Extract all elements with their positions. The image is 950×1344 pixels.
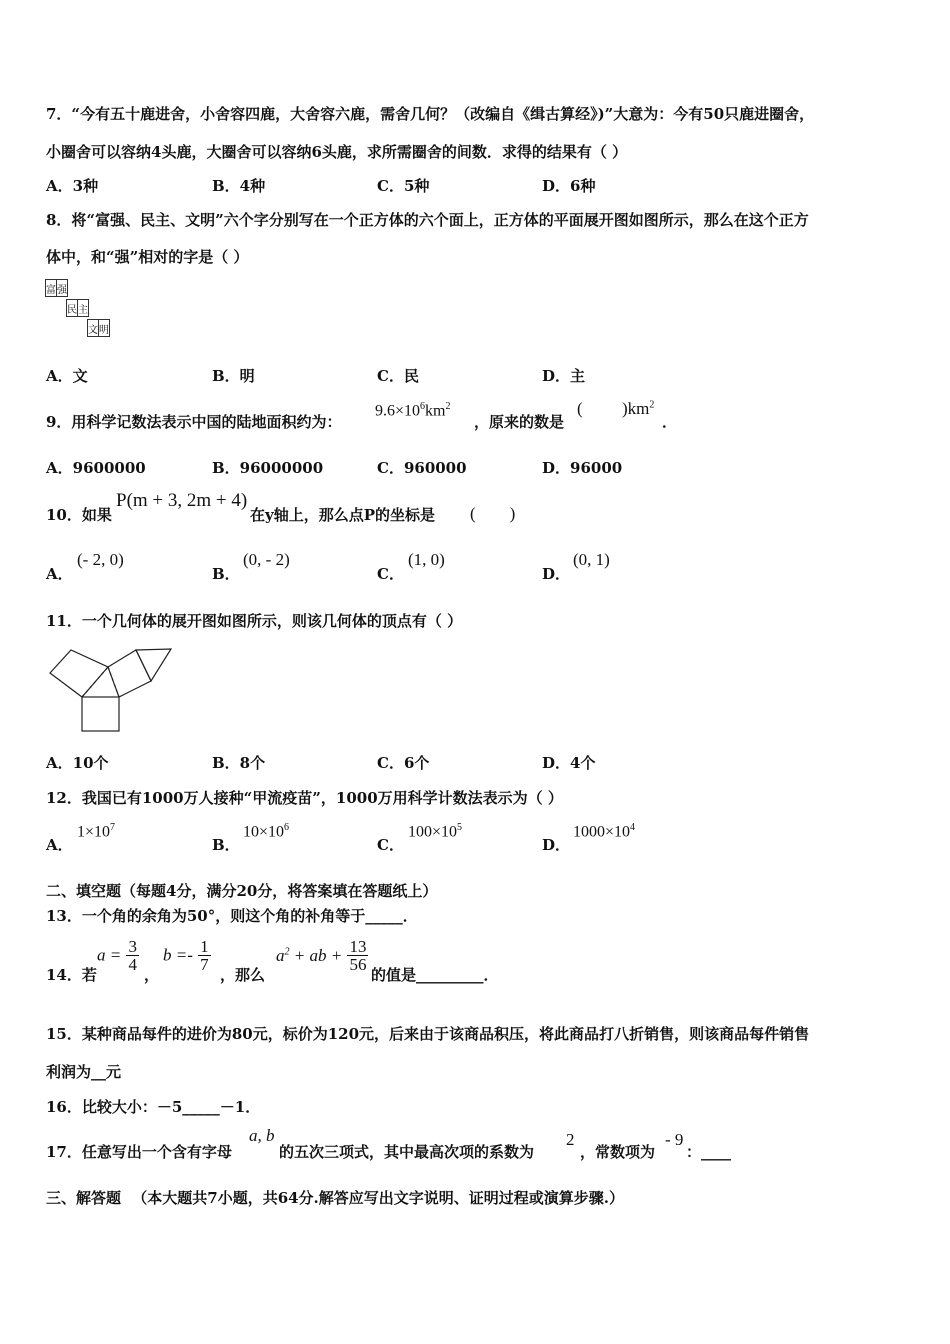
q12-label-b: B． (212, 836, 240, 854)
q12-label-d: D． (542, 836, 571, 854)
q10-option-b: (0, - 2) (243, 550, 290, 569)
q7-option-c: C．5种 (377, 177, 430, 195)
q10-option-c: (1, 0) (408, 550, 445, 569)
q12-option-a: $1\times 10^7$ (77, 822, 116, 841)
q10-paren: ( ) (470, 504, 516, 523)
q14-b-value: b =- $\frac{1}{7}$ (163, 937, 209, 974)
q12-line1: 12．我国已有1000万人接种“甲流疫苗”，1000万用科学计数法表示为（ ） (46, 789, 563, 807)
q14-comma: ， (144, 966, 160, 984)
q9-option-d: D．96000 (542, 459, 623, 477)
q9-area-expression: $9.6\times 10^6km^2$ (375, 401, 451, 420)
q9-text-a: 9．用科学记数法表示中国的陆地面积约为： (46, 413, 342, 431)
q7-option-d: D．6种 (542, 177, 596, 195)
q17-coef: 2 (566, 1130, 575, 1149)
q10-label-b: B． (212, 565, 240, 583)
q11-option-a: A．10个 (46, 754, 109, 772)
q15-line2: 利润为__元 (46, 1063, 122, 1081)
q10-option-d: (0, 1) (573, 550, 610, 569)
q17-text-b: 的五次三项式，其中最高次项的系数为 (279, 1143, 535, 1161)
q12-option-b: $10\times 10^6$ (243, 822, 290, 841)
q15-line1: 15．某种商品每件的进价为80元，标价为120元，后来由于该商品积压，将此商品打八折销售，则该商品每件销售 (46, 1025, 810, 1043)
q7-line1: 7．“今有五十鹿进舍，小舍容四鹿，大舍容六鹿，需舍几何？（改编自《缉古算经》)”大意为：今有50只鹿进圈舍， (46, 105, 815, 123)
q10-text-a: 10．如果 (46, 506, 112, 524)
q8-option-b: B．明 (212, 367, 255, 385)
q12-option-d: $1000\times 10^4$ (573, 822, 636, 841)
section3-heading (46, 1187, 624, 1208)
q9-text-b: ，原来的数是 (474, 413, 565, 431)
q7-option-b: B．4种 (212, 177, 266, 195)
q12-option-c: $100\times 10^5$ (408, 822, 463, 841)
q11-option-b: B．8个 (212, 754, 266, 772)
q16-line: 16．比较大小：－5_____－1． (46, 1098, 261, 1116)
net-face-wen: 文 (88, 320, 99, 337)
q12-label-a: A． (46, 836, 73, 854)
q9-option-a: A．9600000 (46, 459, 146, 477)
section3-title: 三、解答题 (46, 1189, 122, 1207)
q7-option-a: A．3种 (46, 177, 99, 195)
q7-line2: 小圈舍可以容纳4头鹿，大圈舍可以容纳6头鹿，求所需圈舍的间数．求得的结果有（ ） (46, 143, 628, 161)
q9-text-c: ． (662, 413, 678, 431)
q14-text-c: 的值是_________． (371, 966, 499, 984)
q10-label-d: D． (542, 565, 571, 583)
q9-paren-right-unit: )$km^2$ (622, 399, 655, 418)
q9-paren-left: ( (577, 399, 583, 418)
net-face-min: 民 (67, 300, 78, 317)
q8-option-a: A．文 (46, 367, 88, 385)
q14-text-b: ，那么 (220, 966, 266, 984)
net-face-ming: 明 (99, 320, 110, 337)
q10-option-a: (- 2, 0) (77, 550, 124, 569)
q9-line (46, 411, 341, 432)
q10-point-p: P(m + 3, 2m + 4) (116, 490, 248, 511)
q10-text-b: 在y轴上，那么点P的坐标是 (250, 506, 435, 524)
section3-note: （本大题共7小题，共64分.解答应写出文字说明、证明过程或演算步骤.） (132, 1189, 625, 1207)
section2-heading: 二、填空题（每题4分，满分20分，将答案填在答题纸上） (46, 882, 438, 900)
net-face-fu: 富 (46, 280, 57, 297)
q13-line: 13．一个角的余角为50°，则这个角的补角等于_____． (46, 907, 418, 925)
q8-option-d: D．主 (542, 367, 586, 385)
q8-line1: 8．将“富强、民主、文明”六个字分别写在一个正方体的六个面上，正方体的平面展开图如图所示，那么在这个正方 (46, 211, 809, 229)
q10-label-a: A． (46, 565, 73, 583)
q9-option-b: B．96000000 (212, 459, 324, 477)
q17-text-d: ：____ (686, 1143, 732, 1161)
prism-net-figure (45, 645, 177, 735)
q12-label-c: C． (377, 836, 404, 854)
q17-const: - 9 (665, 1130, 684, 1149)
q14-text-a: 14．若 (46, 966, 97, 984)
q8-option-c: C．民 (377, 367, 419, 385)
q17-text-c: ，常数项为 (580, 1143, 656, 1161)
q11-line1: 11．一个几何体的展开图如图所示，则该几何体的顶点有（ ） (46, 612, 463, 630)
q14-expression: $a^2$ + ab + $\frac{13}{56}$ (276, 937, 367, 974)
q17-vars: a, b (249, 1126, 275, 1145)
q10-label-c: C． (377, 565, 404, 583)
q9-option-c: C．960000 (377, 459, 467, 477)
q17-text-a: 17．任意写出一个含有字母 (46, 1143, 232, 1161)
net-face-qiang: 强 (57, 280, 68, 297)
q8-line2: 体中，和“强”相对的字是（ ） (46, 248, 249, 266)
q11-option-c: C．6个 (377, 754, 430, 772)
net-face-zhu: 主 (78, 300, 89, 317)
q14-a-value: a = $\frac{3}{4}$ (97, 937, 137, 974)
q11-option-d: D．4个 (542, 754, 596, 772)
